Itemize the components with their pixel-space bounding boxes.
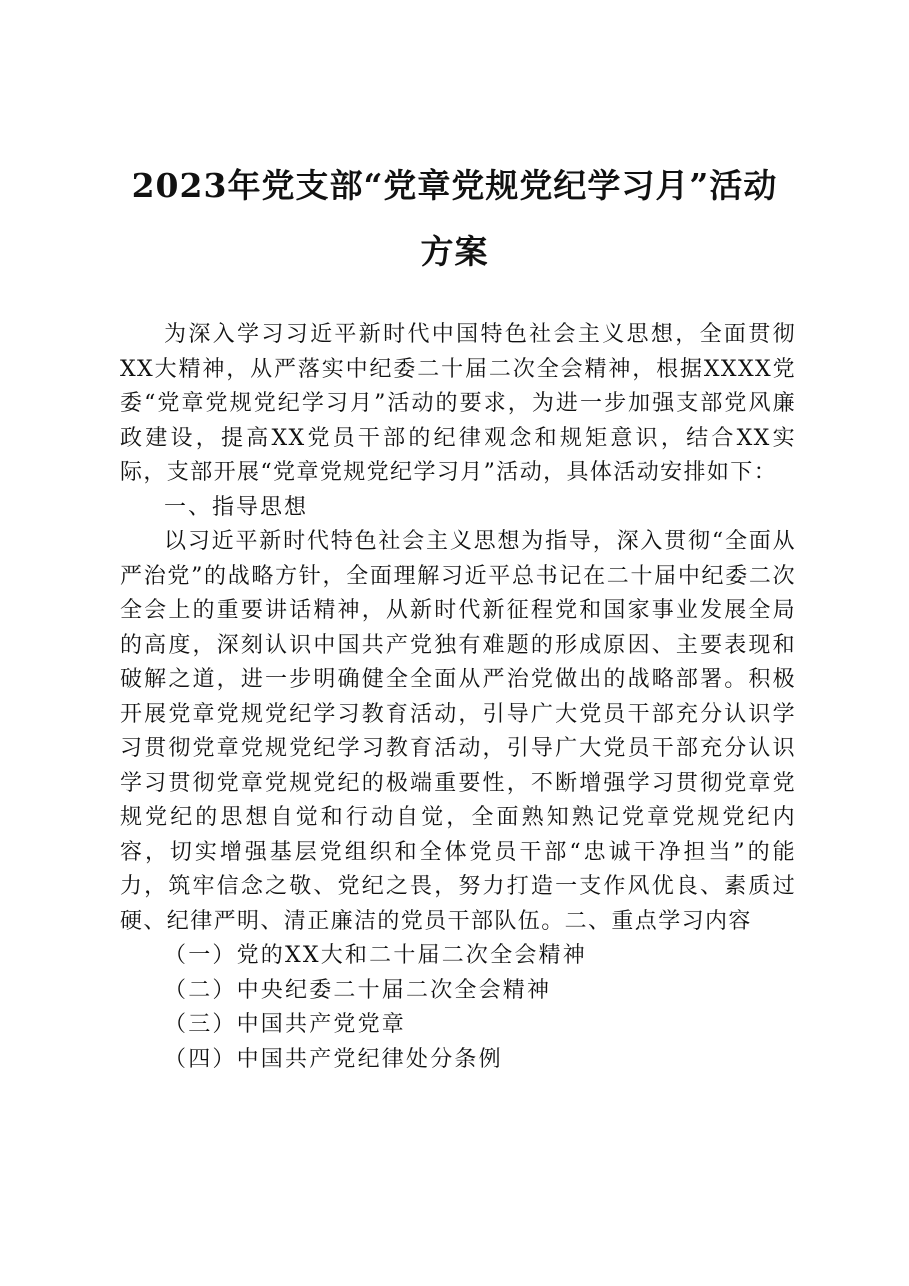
- document-body: [120, 318, 796, 1077]
- document-title-line-1: 2023年党支部“党章党规党纪学习月”活动: [131, 166, 778, 205]
- list-item: （一）党的XX大和二十届二次全会精神: [164, 943, 587, 968]
- list-item: （二）中央纪委二十届二次全会精神: [164, 977, 552, 1003]
- list-item: （三）中国共产党党章: [164, 1012, 407, 1037]
- section-paragraph-guiding-ideology: 以习近平新时代特色社会主义思想为指导，深入贯彻“全面从严治党”的战略方针，全面理解习近平总书记在二十届中纪委二次全会上的重要讲话精神，从新时代新征程党和国家事业发展全局的高度，深刻认识中国共产党独有难题的形成原因、主要表现和破解之道，进一步明确健全全面从严治党做出的战略部署。积极开展党章党规党纪学习教育活动，引导广大党员干部充分认识学习贯彻党章党规党纪学习教育活动，引导广大党员干部充分认识学习贯彻党章党规党纪的极端重要性，不断增强学习贯彻党章党规党纪的思想自觉和行动自觉，全面熟知熟记党章党规党纪内容，切实增强基层党组织和全体党员干部“忠诚干净担当”的能力，筑牢信念之敬、党纪之畏，努力打造一支作风优良、素质过硬、纪律严明、清正廉洁的党员干部队伍。二、重点学习内容: [120, 529, 796, 934]
- document-title-line-2: 方案: [420, 232, 489, 271]
- list-item: （四）中国共产党纪律处分条例: [164, 1046, 503, 1072]
- intro-paragraph: 为深入学习习近平新时代中国特色社会主义思想，全面贯彻XX大精神，从严落实中纪委二十届二次全会精神，根据XXXX党委“党章党规党纪学习月”活动的要求，为进一步加强支部党风廉政建设，提高XX党员干部的纪律观念和规矩意识，结合XX实际，支部开展“党章党规党纪学习月”活动，具体活动安排如下：: [120, 322, 796, 485]
- section-heading-guiding-ideology: 一、指导思想: [164, 494, 309, 520]
